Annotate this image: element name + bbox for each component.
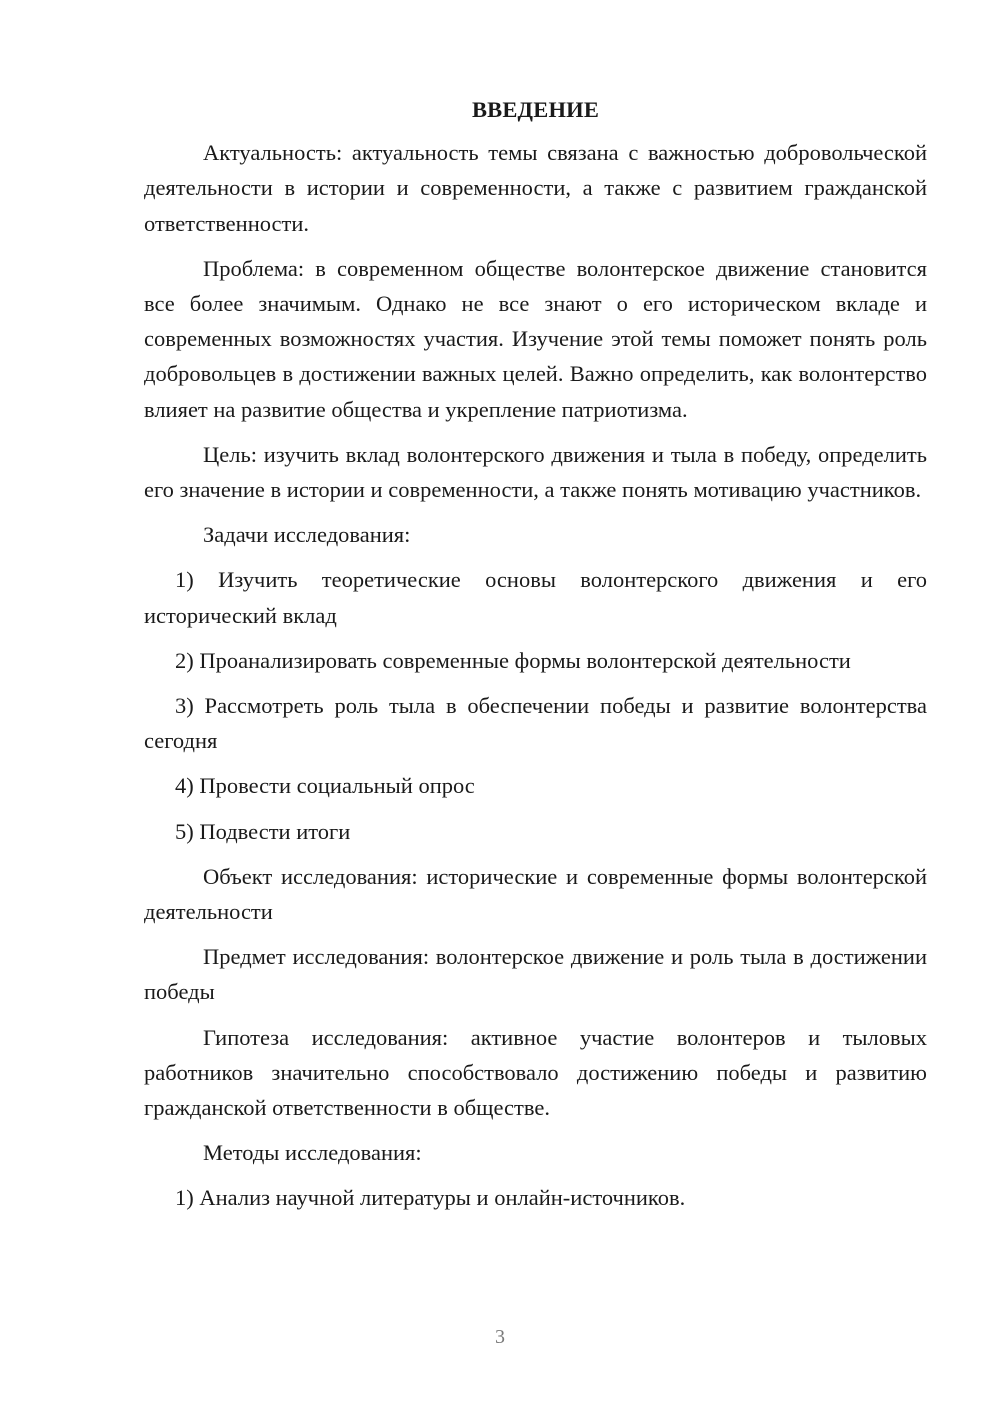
task-item-5: 5) Подвести итоги xyxy=(175,818,351,844)
task-item-3: 3) Рассмотреть роль тыла в обеспечении победы и развитие волонтерства сегодня xyxy=(144,693,927,754)
goal-paragraph: Цель: изучить вклад волонтерского движения и тыла в победу, определить его значение в истории и современности, а также понять мотивацию участников. xyxy=(144,441,927,503)
page-number: 3 xyxy=(495,1326,505,1348)
task-item-2: 2) Проанализировать современные формы волонтерской деятельности xyxy=(175,647,851,673)
subject-paragraph: Предмет исследования: волонтерское движение и роль тыла в достижении победы xyxy=(144,944,927,1005)
tasks-heading: Задачи исследования: xyxy=(203,522,411,548)
document-page xyxy=(144,92,927,1226)
problem-paragraph: Проблема: в современном обществе волонтерское движение становится все более значимым. Однако не все знают о его историческом вкладе и современных возможностях участия. Изучение этой темы поможет понять роль добровольцев в достижении важных целей. Важно определить, как волонтерство влияет на развитие общества и укрепление патриотизма. xyxy=(144,255,927,422)
method-item-1: 1) Анализ научной литературы и онлайн-источников. xyxy=(175,1185,686,1211)
section-title: ВВЕДЕНИЕ xyxy=(471,97,600,122)
methods-heading: Методы исследования: xyxy=(203,1140,422,1166)
task-item-1: 1) Изучить теоретические основы волонтерского движения и его исторический вклад xyxy=(144,567,927,628)
task-item-4: 4) Провести социальный опрос xyxy=(175,773,475,799)
relevance-paragraph: Актуальность: актуальность темы связана с важностью добровольческой деятельности в истории и современности, а также с развитием гражданской ответственности. xyxy=(144,140,927,236)
hypothesis-paragraph: Гипотеза исследования: активное участие волонтеров и тыловых работников значительно способствовало достижению победы и развитию гражданской ответственности в обществе. xyxy=(144,1024,927,1121)
object-paragraph: Объект исследования: исторические и современные формы волонтерской деятельности xyxy=(144,863,927,925)
